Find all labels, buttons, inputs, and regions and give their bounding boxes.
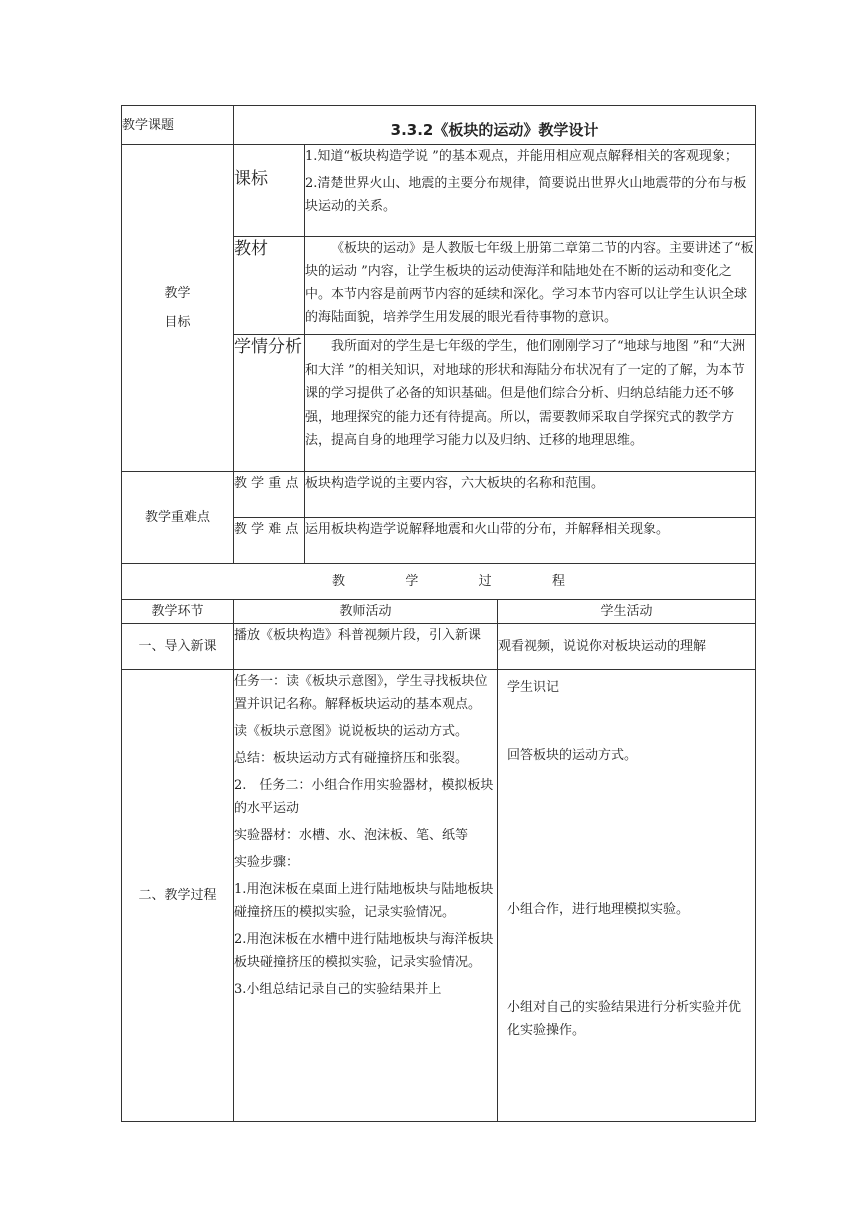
students-label: 学情分析 — [234, 335, 305, 472]
teacher-step-1: 任务一：读《板块示意图》，学生寻找板块位置并识记名称。解释板块运动的基本观点。 — [234, 674, 488, 712]
standards-row — [122, 145, 756, 237]
standards-label: 课标 — [234, 145, 305, 237]
teacher-step-3: 总结：板块运动方式有碰撞挤压和张裂。 — [234, 751, 469, 766]
focus-label: 教 学 重 点 — [234, 472, 305, 518]
teacher-step-4: 2. 任务二：小组合作用实验器材，模拟板块的水平运动 — [234, 778, 494, 816]
lesson-plan-table — [121, 105, 756, 1122]
process-heading-char-4: 程 — [551, 574, 565, 589]
standard-item-1: 1.知道“板块构造学说 ”的基本观点，并能用相应观点解释相关的客观现象； — [305, 149, 738, 164]
course-row — [122, 106, 756, 145]
main-student — [498, 670, 756, 1122]
standard-item-2: 2.清楚世界火山、地震的主要分布规律，简要说出世界火山地震带的分布与板块运动的关系。 — [305, 176, 747, 214]
course-label: 教学课题 — [122, 106, 234, 145]
course-title: 3.3.2《板块的运动》教学设计 — [234, 106, 756, 145]
textbook-content — [305, 237, 756, 335]
student-activity-4: 小组对自己的实验结果进行分析实验并优化实验操作。 — [507, 1000, 742, 1038]
intro-row — [122, 624, 756, 670]
student-activity-1: 学生识记 — [507, 680, 560, 695]
objectives-label-line2: 目标 — [164, 315, 191, 330]
student-activity-2: 回答板块的运动方式。 — [507, 748, 638, 763]
col-teacher-header: 教师活动 — [234, 600, 498, 624]
objectives-label-line1: 教学 — [164, 286, 191, 301]
main-stage: 二、教学过程 — [122, 670, 234, 1122]
process-heading-char-1: 教 — [332, 574, 346, 589]
teacher-step-2: 读《板块示意图》说说板块的运动方式。 — [234, 724, 469, 739]
teacher-step-8: 2.用泡沫板在水槽中进行陆地板块与海洋板块板块碰撞挤压的模拟实验，记录实验情况。 — [234, 932, 494, 970]
main-process-row — [122, 670, 756, 1122]
process-heading-row — [122, 564, 756, 600]
process-heading — [122, 564, 756, 600]
process-columns-row — [122, 600, 756, 624]
standards-content — [305, 145, 756, 237]
textbook-text: 《板块的运动》是人教版七年级上册第二章第二节的内容。主要讲述了“板块的运动 ”内容，让学生板块的运动使海洋和陆地处在不断的运动和变化之中。本节内容是前两节内容的延续和深化。学习本节内容可以让学生认识全球的海陆面貌，培养学生用发展的眼光看待事物的意识。 — [305, 241, 754, 325]
col-stage-header: 教学环节 — [122, 600, 234, 624]
keypoints-label: 教学重难点 — [122, 472, 234, 564]
process-heading-char-3: 过 — [478, 574, 492, 589]
students-content — [305, 335, 756, 472]
difficulty-content: 运用板块构造学说解释地震和火山带的分布，并解释相关现象。 — [305, 518, 756, 564]
intro-teacher: 播放《板块构造》科普视频片段，引入新课 — [234, 624, 498, 670]
intro-stage: 一、导入新课 — [122, 624, 234, 670]
intro-student: 观看视频，说说你对板块运动的理解 — [498, 624, 756, 670]
teacher-step-9: 3.小组总结记录自己的实验结果并上 — [234, 982, 442, 997]
students-text: 我所面对的学生是七年级的学生，他们刚刚学习了“地球与地图 ”和“大洲和大洋 ”的相关知识，对地球的形状和海陆分布状况有了一定的了解，为本节课的学习提供了必备的知识基础。但是他们综合分析、归纳总结能力还不够强，地理探究的能力还有待提高。所以，需要教师采取自学探究式的教学方法，提高自身的地理学习能力以及归纳、迁移的地理思维。 — [305, 339, 746, 448]
focus-row — [122, 472, 756, 518]
teacher-step-7: 1.用泡沫板在桌面上进行陆地板块与陆地板块碰撞挤压的模拟实验，记录实验情况。 — [234, 882, 494, 920]
focus-content: 板块构造学说的主要内容，六大板块的名称和范围。 — [305, 472, 756, 518]
main-teacher — [234, 670, 498, 1122]
difficulty-label: 教 学 难 点 — [234, 518, 305, 564]
teacher-step-6: 实验步骤： — [234, 855, 300, 870]
objectives-label — [122, 145, 234, 472]
student-activity-3: 小组合作，进行地理模拟实验。 — [507, 902, 690, 917]
textbook-label: 教材 — [234, 237, 305, 335]
process-heading-char-2: 学 — [405, 574, 419, 589]
teacher-step-5: 实验器材：水槽、水、泡沫板、笔、纸等 — [234, 828, 469, 843]
col-student-header: 学生活动 — [498, 600, 756, 624]
